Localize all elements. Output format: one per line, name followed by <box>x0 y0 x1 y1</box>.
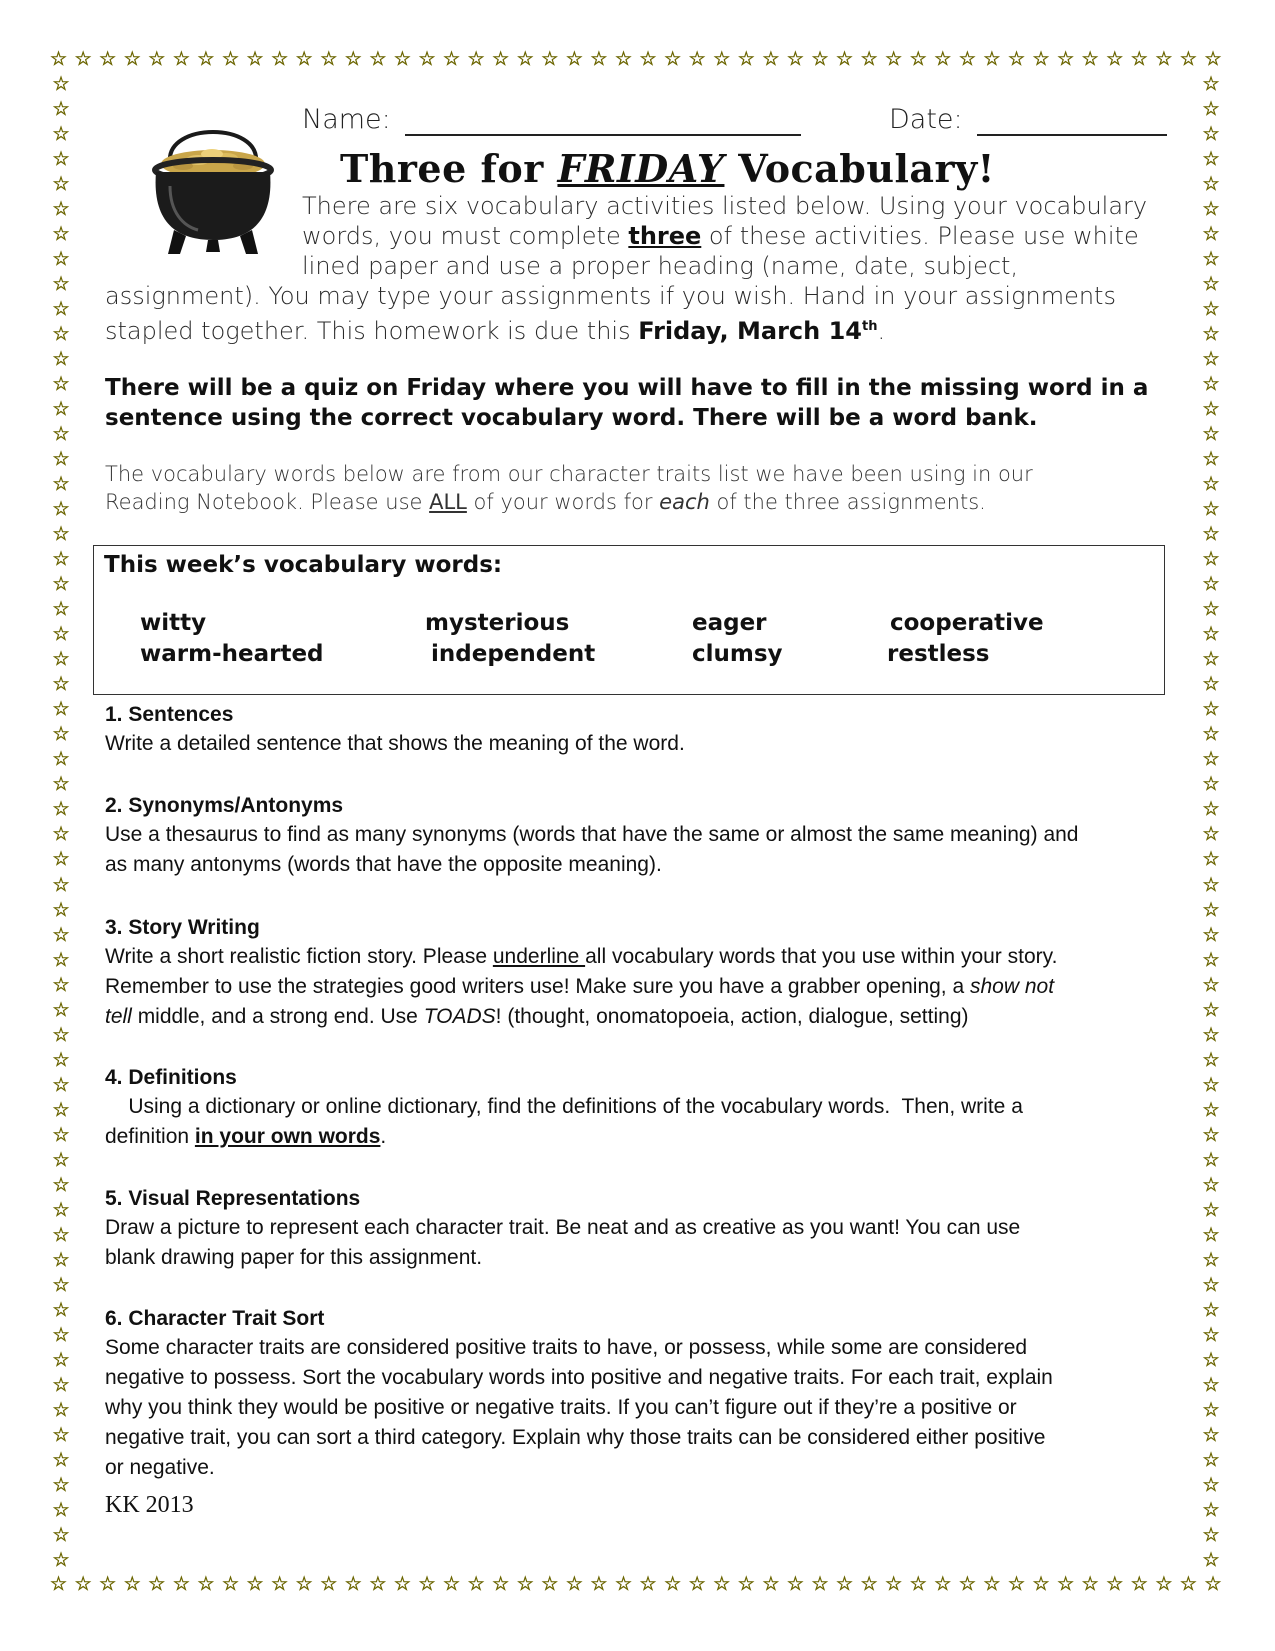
star-icon: ☆ <box>1202 198 1220 221</box>
star-icon: ☆ <box>1202 548 1220 571</box>
star-icon: ☆ <box>52 248 70 271</box>
star-icon: ☆ <box>52 198 70 221</box>
star-icon: ☆ <box>369 48 387 70</box>
date-blank <box>977 134 1167 136</box>
activity-body-line: why you think they would be positive or negative traits. If you can’t figure out if they’re a positive or <box>105 1396 1017 1419</box>
story-line-2-a: Remember to use the strategies good writers use! Make sure you have a grabber opening, a <box>105 975 970 998</box>
star-icon: ☆ <box>221 1573 239 1595</box>
star-icon: ☆ <box>1202 1523 1220 1546</box>
star-icon: ☆ <box>52 598 70 621</box>
story-line-3-a: tell <box>105 1005 132 1028</box>
star-icon: ☆ <box>565 1573 583 1595</box>
star-icon: ☆ <box>52 1473 70 1496</box>
star-icon: ☆ <box>1202 273 1220 296</box>
activity-title: 4. Definitions <box>105 1066 237 1089</box>
star-icon: ☆ <box>52 1073 70 1096</box>
star-icon: ☆ <box>123 1573 141 1595</box>
star-icon: ☆ <box>590 48 608 70</box>
star-icon: ☆ <box>467 1573 485 1595</box>
star-icon: ☆ <box>1202 973 1220 996</box>
star-icon: ☆ <box>1202 1123 1220 1146</box>
intro-line-2-a: words, you must complete <box>302 222 629 250</box>
star-icon: ☆ <box>52 1023 70 1046</box>
star-icon: ☆ <box>1057 1573 1075 1595</box>
star-icon: ☆ <box>614 1573 632 1595</box>
title-part-2: Vocabulary! <box>724 146 995 191</box>
star-icon: ☆ <box>1202 623 1220 646</box>
star-icon: ☆ <box>443 48 461 70</box>
star-icon: ☆ <box>1202 173 1220 196</box>
star-icon: ☆ <box>52 173 70 196</box>
vocab-word: restless <box>887 641 990 667</box>
star-icon: ☆ <box>271 48 289 70</box>
quiz-line-2: sentence using the correct vocabulary word. There will be a word bank. <box>105 405 1038 431</box>
notes-line-2-c: of your words for <box>466 490 660 514</box>
activity-title: 1. Sentences <box>105 703 234 726</box>
star-icon: ☆ <box>958 48 976 70</box>
intro-three-emphasis: three <box>628 222 702 250</box>
star-icon: ☆ <box>52 973 70 996</box>
vocab-word: cooperative <box>890 610 1044 636</box>
star-icon: ☆ <box>1202 573 1220 596</box>
activity-body-line: Draw a picture to represent each character trait. Be neat and as creative as you want! You can use <box>105 1216 1021 1239</box>
story-line-3-b: middle, and a strong end. Use <box>131 1005 424 1028</box>
intro-line-2-c: of these activities. Please use white <box>701 222 1139 250</box>
activity-body-line: Use a thesaurus to find as many synonyms (words that have the same or almost the same meaning) and <box>105 823 1079 846</box>
star-icon: ☆ <box>52 1298 70 1321</box>
star-icon: ☆ <box>1202 523 1220 546</box>
star-icon: ☆ <box>1202 398 1220 421</box>
star-icon: ☆ <box>50 48 68 70</box>
star-icon: ☆ <box>1202 698 1220 721</box>
vocab-word: clumsy <box>692 641 783 667</box>
star-icon: ☆ <box>52 323 70 346</box>
star-icon: ☆ <box>295 1573 313 1595</box>
star-icon: ☆ <box>52 1273 70 1296</box>
activity-title: 5. Visual Representations <box>105 1187 361 1210</box>
star-icon: ☆ <box>688 48 706 70</box>
star-icon: ☆ <box>1179 48 1197 70</box>
cauldron-icon <box>148 112 278 258</box>
star-icon: ☆ <box>52 1548 70 1571</box>
star-icon: ☆ <box>909 1573 927 1595</box>
star-icon: ☆ <box>52 523 70 546</box>
star-icon: ☆ <box>52 548 70 571</box>
star-icon: ☆ <box>320 48 338 70</box>
star-icon: ☆ <box>713 48 731 70</box>
star-icon: ☆ <box>52 448 70 471</box>
star-border-top <box>50 50 1222 69</box>
star-icon: ☆ <box>443 1573 461 1595</box>
star-icon: ☆ <box>52 1098 70 1121</box>
star-icon: ☆ <box>958 1573 976 1595</box>
star-icon: ☆ <box>52 748 70 771</box>
star-icon: ☆ <box>1202 1023 1220 1046</box>
star-icon: ☆ <box>197 48 215 70</box>
vocab-word: mysterious <box>425 610 570 636</box>
intro-line-3: lined paper and use a proper heading (name, date, subject, <box>302 252 1019 280</box>
star-icon: ☆ <box>52 1448 70 1471</box>
star-icon: ☆ <box>786 48 804 70</box>
star-icon: ☆ <box>172 48 190 70</box>
star-icon: ☆ <box>369 1573 387 1595</box>
star-border-left <box>50 75 72 1570</box>
star-icon: ☆ <box>541 48 559 70</box>
story-line-2-b: show not <box>969 975 1055 998</box>
star-icon: ☆ <box>52 273 70 296</box>
star-icon: ☆ <box>1106 1573 1124 1595</box>
activity-title: 6. Character Trait Sort <box>105 1307 325 1330</box>
star-icon: ☆ <box>1202 1448 1220 1471</box>
star-icon: ☆ <box>1202 1198 1220 1221</box>
vocab-word: warm-hearted <box>140 641 324 667</box>
star-icon: ☆ <box>52 1123 70 1146</box>
star-icon: ☆ <box>344 48 362 70</box>
definition-line-2-c: . <box>380 1125 387 1148</box>
star-icon: ☆ <box>786 1573 804 1595</box>
star-icon: ☆ <box>983 1573 1001 1595</box>
star-icon: ☆ <box>1202 373 1220 396</box>
star-icon: ☆ <box>1202 298 1220 321</box>
star-icon: ☆ <box>52 723 70 746</box>
star-icon: ☆ <box>1130 48 1148 70</box>
star-icon: ☆ <box>762 48 780 70</box>
star-icon: ☆ <box>50 1573 68 1595</box>
intro-line-5-c: . <box>877 317 886 345</box>
star-icon: ☆ <box>172 1573 190 1595</box>
star-icon: ☆ <box>1202 748 1220 771</box>
star-icon: ☆ <box>52 373 70 396</box>
star-icon: ☆ <box>271 1573 289 1595</box>
notes-line-2-a: Reading Notebook. Please use <box>105 490 430 514</box>
star-icon: ☆ <box>1032 48 1050 70</box>
notes-each-emphasis: each <box>659 490 710 514</box>
star-icon: ☆ <box>1202 1173 1220 1196</box>
star-icon: ☆ <box>1081 48 1099 70</box>
star-icon: ☆ <box>74 48 92 70</box>
star-icon: ☆ <box>52 1198 70 1221</box>
definition-line-2-a: definition <box>105 1125 195 1148</box>
star-icon: ☆ <box>52 423 70 446</box>
star-icon: ☆ <box>52 223 70 246</box>
footer-credit: KK 2013 <box>105 1492 194 1518</box>
star-icon: ☆ <box>246 1573 264 1595</box>
star-icon: ☆ <box>221 48 239 70</box>
star-icon: ☆ <box>467 48 485 70</box>
star-icon: ☆ <box>664 48 682 70</box>
star-icon: ☆ <box>148 48 166 70</box>
star-icon: ☆ <box>52 673 70 696</box>
star-icon: ☆ <box>418 48 436 70</box>
star-icon: ☆ <box>197 1573 215 1595</box>
star-icon: ☆ <box>1202 323 1220 346</box>
star-icon: ☆ <box>1204 48 1222 70</box>
star-icon: ☆ <box>1057 48 1075 70</box>
star-icon: ☆ <box>1202 923 1220 946</box>
star-icon: ☆ <box>1202 248 1220 271</box>
star-icon: ☆ <box>1202 1323 1220 1346</box>
story-line-3-d: ! (thought, onomatopoeia, action, dialogue, setting) <box>495 1005 969 1028</box>
star-icon: ☆ <box>1202 73 1220 95</box>
star-icon: ☆ <box>1202 1498 1220 1521</box>
star-icon: ☆ <box>1202 1373 1220 1396</box>
star-icon: ☆ <box>492 1573 510 1595</box>
star-icon: ☆ <box>52 773 70 796</box>
star-icon: ☆ <box>1202 1423 1220 1446</box>
star-icon: ☆ <box>762 1573 780 1595</box>
intro-line-4: assignment). You may type your assignments if you wish. Hand in your assignments <box>105 282 1116 310</box>
star-border-right <box>1200 75 1222 1570</box>
star-icon: ☆ <box>1202 673 1220 696</box>
star-icon: ☆ <box>393 1573 411 1595</box>
notes-line-1: The vocabulary words below are from our character traits list we have been using in our <box>105 462 1033 486</box>
star-icon: ☆ <box>664 1573 682 1595</box>
name-label: Name: <box>302 104 391 135</box>
star-icon: ☆ <box>52 1348 70 1371</box>
activity-body-line <box>105 972 1054 1002</box>
star-icon: ☆ <box>295 48 313 70</box>
star-icon: ☆ <box>811 1573 829 1595</box>
activity-title: 3. Story Writing <box>105 916 260 939</box>
star-icon: ☆ <box>1202 1073 1220 1096</box>
star-icon: ☆ <box>1081 1573 1099 1595</box>
star-icon: ☆ <box>320 1573 338 1595</box>
star-icon: ☆ <box>393 48 411 70</box>
star-icon: ☆ <box>1202 1473 1220 1496</box>
star-icon: ☆ <box>934 1573 952 1595</box>
story-toads: TOADS <box>423 1005 496 1028</box>
star-icon: ☆ <box>1202 1273 1220 1296</box>
star-icon: ☆ <box>52 398 70 421</box>
star-icon: ☆ <box>74 1573 92 1595</box>
star-icon: ☆ <box>1202 473 1220 496</box>
star-icon: ☆ <box>52 623 70 646</box>
star-icon: ☆ <box>1106 48 1124 70</box>
star-icon: ☆ <box>860 1573 878 1595</box>
star-icon: ☆ <box>1202 1098 1220 1121</box>
star-icon: ☆ <box>1204 1573 1222 1595</box>
activity-body-line: blank drawing paper for this assignment. <box>105 1246 483 1269</box>
star-icon: ☆ <box>614 48 632 70</box>
star-icon: ☆ <box>590 1573 608 1595</box>
story-line-1-a: Write a short realistic fiction story. Please <box>105 945 493 968</box>
activity-body-line: Using a dictionary or online dictionary, find the definitions of the vocabulary words. Then, write a <box>105 1095 1023 1118</box>
star-icon: ☆ <box>492 48 510 70</box>
star-icon: ☆ <box>688 1573 706 1595</box>
star-icon: ☆ <box>885 1573 903 1595</box>
star-icon: ☆ <box>639 48 657 70</box>
star-icon: ☆ <box>639 1573 657 1595</box>
star-icon: ☆ <box>541 1573 559 1595</box>
star-icon: ☆ <box>52 923 70 946</box>
star-icon: ☆ <box>99 1573 117 1595</box>
star-icon: ☆ <box>52 848 70 871</box>
star-icon: ☆ <box>52 123 70 146</box>
activity-body-line: as many antonyms (words that have the opposite meaning). <box>105 853 662 876</box>
star-icon: ☆ <box>123 48 141 70</box>
star-icon: ☆ <box>1202 98 1220 121</box>
star-icon: ☆ <box>1202 423 1220 446</box>
due-date: Friday, March 14 <box>638 317 862 345</box>
vocabulary-heading: This week’s vocabulary words: <box>104 552 503 578</box>
star-icon: ☆ <box>1202 1398 1220 1421</box>
vocabulary-box <box>93 545 1165 695</box>
intro-line-5 <box>105 311 885 347</box>
star-icon: ☆ <box>246 48 264 70</box>
star-icon: ☆ <box>52 698 70 721</box>
activity-title: 2. Synonyms/Antonyms <box>105 794 344 817</box>
vocab-word: eager <box>692 610 767 636</box>
activity-body-line: negative trait, you can sort a third category. Explain why those traits can be considered either positive <box>105 1426 1046 1449</box>
star-icon: ☆ <box>836 1573 854 1595</box>
star-icon: ☆ <box>52 473 70 496</box>
star-icon: ☆ <box>52 1223 70 1246</box>
star-icon: ☆ <box>516 1573 534 1595</box>
star-icon: ☆ <box>860 48 878 70</box>
star-icon: ☆ <box>1202 598 1220 621</box>
date-label: Date: <box>889 104 963 135</box>
star-icon: ☆ <box>148 1573 166 1595</box>
vocab-word: independent <box>431 641 596 667</box>
star-icon: ☆ <box>713 1573 731 1595</box>
star-icon: ☆ <box>99 48 117 70</box>
star-icon: ☆ <box>52 1248 70 1271</box>
star-icon: ☆ <box>1130 1573 1148 1595</box>
story-line-1-c: all vocabulary words that you use within your story. <box>585 945 1058 968</box>
underline-example: underline <box>492 945 586 968</box>
star-icon: ☆ <box>52 1148 70 1171</box>
star-icon: ☆ <box>344 1573 362 1595</box>
star-icon: ☆ <box>52 998 70 1021</box>
star-icon: ☆ <box>1202 898 1220 921</box>
activity-body-line: or negative. <box>105 1456 215 1479</box>
page-title <box>340 146 1140 191</box>
activity-body-line <box>105 1122 386 1152</box>
vocab-word: witty <box>140 610 207 636</box>
star-icon: ☆ <box>52 348 70 371</box>
intro-line-5-a: stapled together. This homework is due this <box>105 317 639 345</box>
star-icon: ☆ <box>1202 223 1220 246</box>
star-icon: ☆ <box>1202 148 1220 171</box>
star-icon: ☆ <box>1202 773 1220 796</box>
star-icon: ☆ <box>1155 48 1173 70</box>
star-icon: ☆ <box>885 48 903 70</box>
notes-line-2 <box>105 488 986 516</box>
star-icon: ☆ <box>737 48 755 70</box>
quiz-line-1: There will be a quiz on Friday where you will have to fill in the missing word in a <box>105 375 1149 401</box>
star-icon: ☆ <box>52 898 70 921</box>
star-icon: ☆ <box>52 498 70 521</box>
star-icon: ☆ <box>1202 648 1220 671</box>
star-border-bottom <box>50 1575 1222 1594</box>
title-friday: FRIDAY <box>557 146 725 191</box>
notes-all-emphasis: ALL <box>429 490 467 514</box>
star-icon: ☆ <box>1202 873 1220 896</box>
star-icon: ☆ <box>52 1323 70 1346</box>
star-icon: ☆ <box>52 98 70 121</box>
activity-body-line <box>105 942 1057 972</box>
star-icon: ☆ <box>1202 1248 1220 1271</box>
intro-line-1: There are six vocabulary activities listed below. Using your vocabulary <box>302 192 1148 220</box>
star-icon: ☆ <box>1155 1573 1173 1595</box>
star-icon: ☆ <box>1202 1148 1220 1171</box>
star-icon: ☆ <box>52 798 70 821</box>
star-icon: ☆ <box>52 823 70 846</box>
star-icon: ☆ <box>983 48 1001 70</box>
star-icon: ☆ <box>737 1573 755 1595</box>
intro-line-2 <box>302 221 1139 252</box>
star-icon: ☆ <box>52 1523 70 1546</box>
star-icon: ☆ <box>52 1373 70 1396</box>
star-icon: ☆ <box>52 1173 70 1196</box>
star-icon: ☆ <box>52 573 70 596</box>
activity-body-line: negative to possess. Sort the vocabulary words into positive and negative traits. For each trait, explain <box>105 1366 1053 1389</box>
star-icon: ☆ <box>836 48 854 70</box>
star-icon: ☆ <box>52 1498 70 1521</box>
name-blank <box>405 134 801 136</box>
star-icon: ☆ <box>1202 848 1220 871</box>
star-icon: ☆ <box>1202 1548 1220 1571</box>
activity-body-line <box>105 1002 969 1032</box>
star-icon: ☆ <box>1179 1573 1197 1595</box>
star-icon: ☆ <box>1202 348 1220 371</box>
star-icon: ☆ <box>1202 723 1220 746</box>
star-icon: ☆ <box>52 73 70 95</box>
star-icon: ☆ <box>52 1423 70 1446</box>
star-icon: ☆ <box>909 48 927 70</box>
activity-body-line: Write a detailed sentence that shows the meaning of the word. <box>105 732 685 755</box>
star-icon: ☆ <box>1202 798 1220 821</box>
title-part-1: Three for <box>340 146 558 191</box>
star-icon: ☆ <box>1202 1223 1220 1246</box>
star-icon: ☆ <box>52 1398 70 1421</box>
own-words-emphasis: in your own words <box>194 1125 381 1148</box>
star-icon: ☆ <box>1202 998 1220 1021</box>
star-icon: ☆ <box>1007 1573 1025 1595</box>
star-icon: ☆ <box>1202 1348 1220 1371</box>
star-icon: ☆ <box>1202 123 1220 146</box>
star-icon: ☆ <box>1032 1573 1050 1595</box>
star-icon: ☆ <box>52 948 70 971</box>
due-date-suffix: th <box>862 319 878 334</box>
star-icon: ☆ <box>1202 1048 1220 1071</box>
star-icon: ☆ <box>516 48 534 70</box>
star-icon: ☆ <box>565 48 583 70</box>
star-icon: ☆ <box>52 148 70 171</box>
star-icon: ☆ <box>52 873 70 896</box>
notes-line-2-e: of the three assignments. <box>709 490 986 514</box>
star-icon: ☆ <box>1202 448 1220 471</box>
star-icon: ☆ <box>1202 498 1220 521</box>
star-icon: ☆ <box>418 1573 436 1595</box>
star-icon: ☆ <box>52 648 70 671</box>
star-icon: ☆ <box>811 48 829 70</box>
star-icon: ☆ <box>1202 823 1220 846</box>
star-icon: ☆ <box>1202 1298 1220 1321</box>
star-icon: ☆ <box>52 298 70 321</box>
star-icon: ☆ <box>1202 948 1220 971</box>
activity-body-line: Some character traits are considered positive traits to have, or possess, while some are considered <box>105 1336 1028 1359</box>
star-icon: ☆ <box>934 48 952 70</box>
star-icon: ☆ <box>1007 48 1025 70</box>
star-icon: ☆ <box>52 1048 70 1071</box>
